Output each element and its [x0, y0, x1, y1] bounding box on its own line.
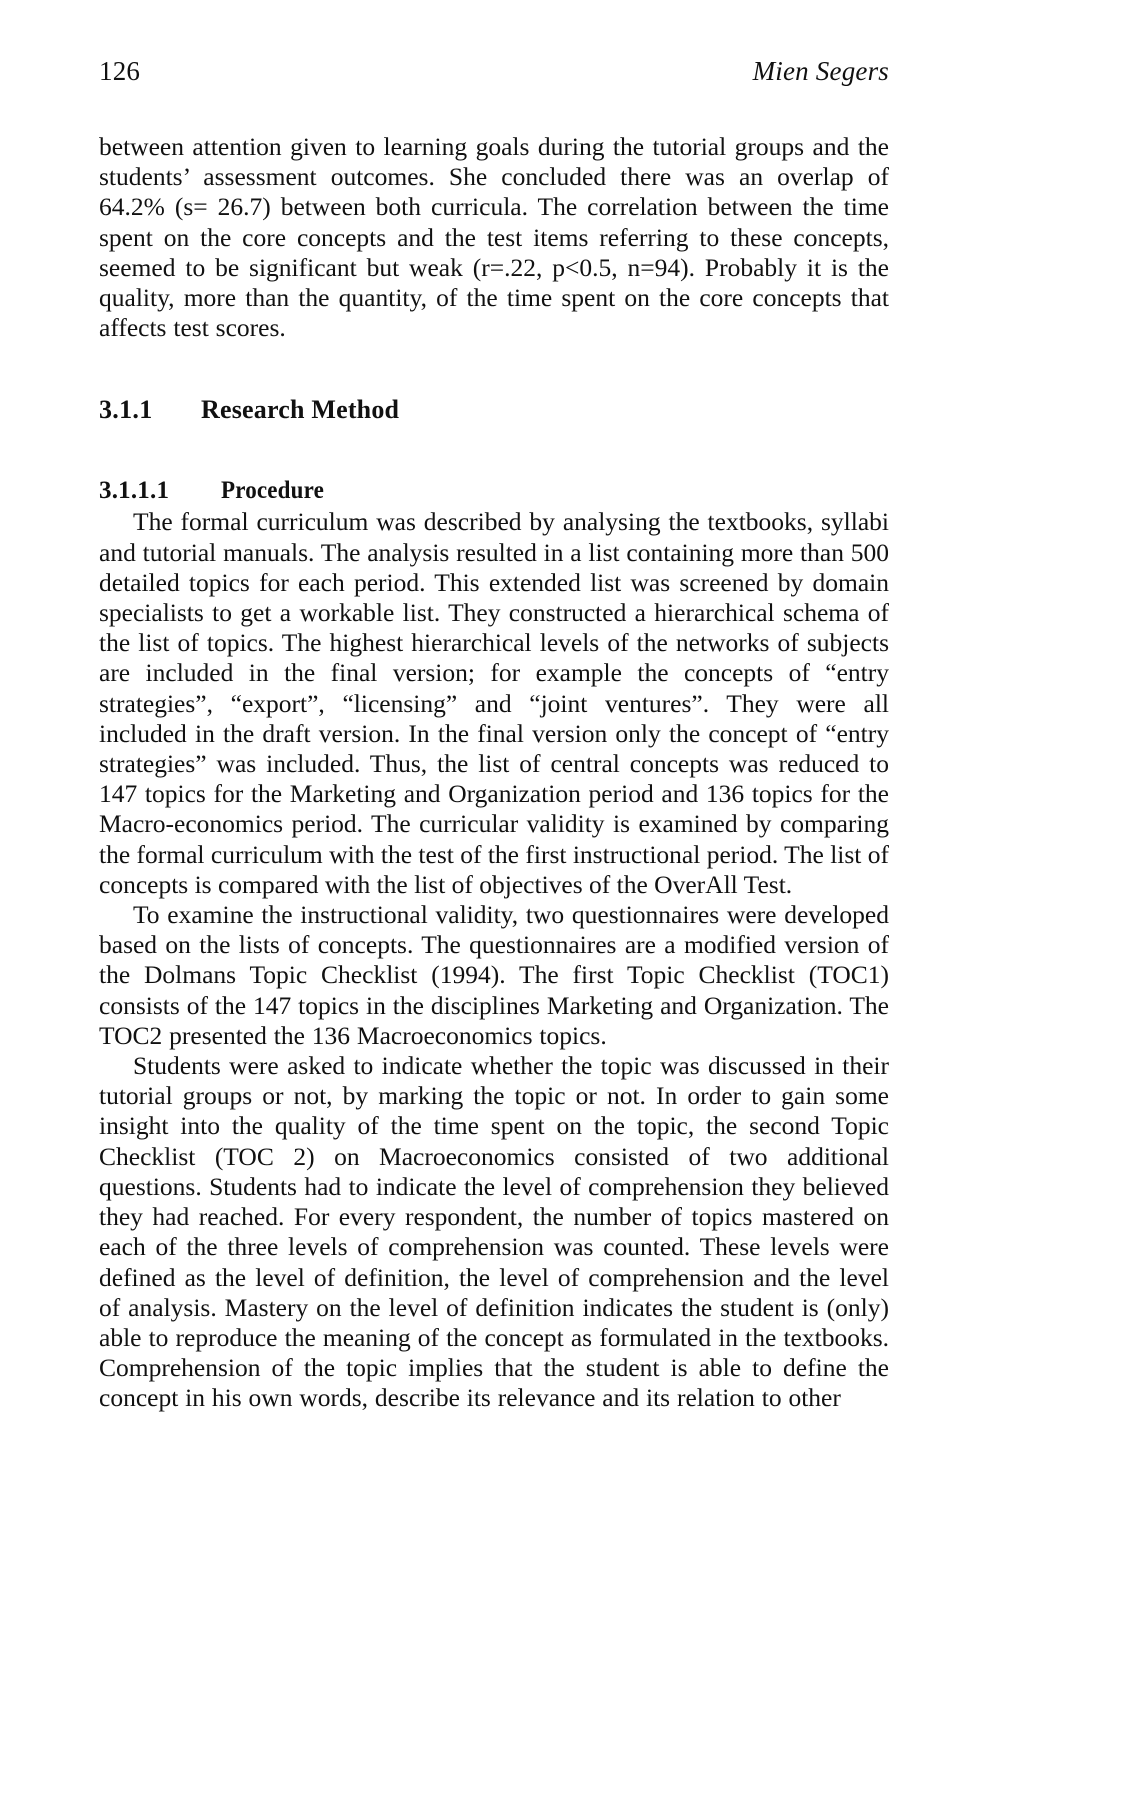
subsection-heading-procedure [99, 477, 889, 505]
running-head-title: Mien Segers [752, 56, 889, 86]
section-title: Research Method [201, 395, 400, 425]
section-heading-research-method [99, 395, 889, 425]
subsection-number: 3.1.1.1 [99, 477, 170, 505]
page-number: 126 [99, 56, 141, 86]
section-number: 3.1.1 [99, 395, 153, 425]
subsection-title: Procedure [221, 477, 325, 505]
page-content [99, 56, 889, 1414]
paragraph-procedure: The formal curriculum was described by analysing the textbooks, syllabi and tutorial manuals. The analysis resulted in a list containing more than 500 detailed topics for each period. This extended list was screened by domain specialists to get a workable list. They constructed a hierarchical schema of the list of topics. The highest hierarchical levels of the networks of subjects are included in the final version; for example the concepts of “entry strategies”, “export”, “licensing” and “joint ventures”. They were all included in the draft version. In the final version only the concept of “entry strategies” was included. Thus, the list of central concepts was reduced to 147 topics for the Marketing and Organization period and 136 topics for the Macro-economics period. The curricular validity is examined by comparing the formal curriculum with the test of the first instructional period. The list of concepts is compared with the list of objectives of the OverAll Test. [99, 507, 889, 899]
paragraph-continued: between attention given to learning goals during the tutorial groups and the students’ assessment outcomes. She concluded there was an overlap of 64.2% (s= 26.7) between both curricula. The correlation between the time spent on the core concepts and the test items referring to these concepts, seemed to be significant but weak (r=.22, p<0.5, n=94). Probably it is the quality, more than the quantity, of the time spent on the core concepts that affects test scores. [99, 132, 889, 343]
running-head [99, 56, 889, 96]
paragraph-instructional-validity: To examine the instructional validity, two questionnaires were developed based on the lists of concepts. The questionnaires are a modified version of the Dolmans Topic Checklist (1994). The first Topic Checklist (TOC1) consists of the 147 topics in the disciplines Marketing and Organization. The TOC2 presented the 136 Macroeconomics topics. [99, 900, 889, 1050]
paragraph-students: Students were asked to indicate whether the topic was discussed in their tutorial groups or not, by marking the topic or not. In order to gain some insight into the quality of the time spent on the topic, the second Topic Checklist (TOC 2) on Macroeconomics consisted of two additional questions. Students had to indicate the level of comprehension they believed they had reached. For every respondent, the number of topics mastered on each of the three levels of comprehension was counted. These levels were defined as the level of definition, the level of comprehension and the level of analysis. Mastery on the level of definition indicates the student is (only) able to reproduce the meaning of the concept as formulated in the textbooks. Comprehension of the topic implies that the student is able to define the concept in his own words, describe its relevance and its relation to other [99, 1051, 889, 1413]
